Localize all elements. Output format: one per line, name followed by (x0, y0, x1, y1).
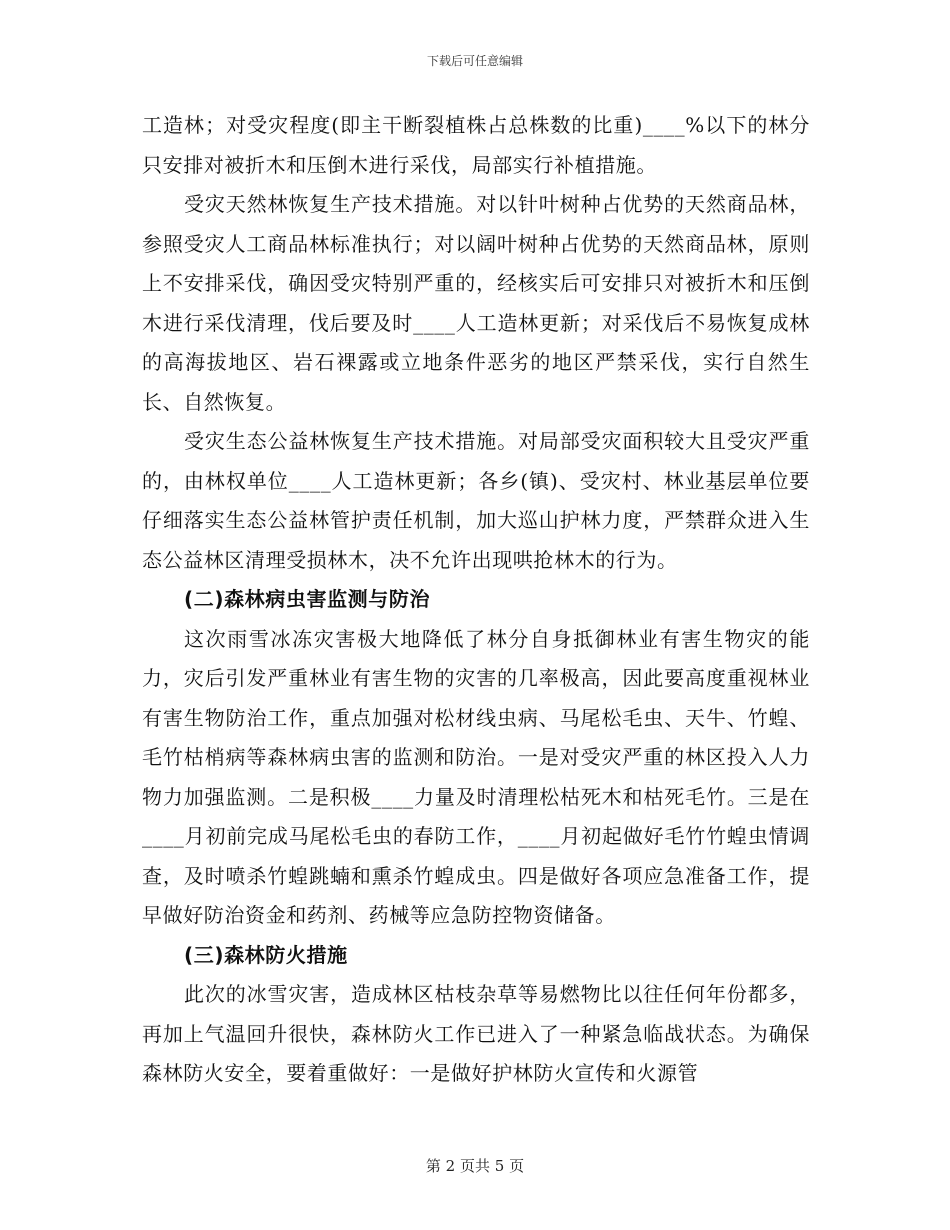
document-body (142, 106, 810, 1094)
paragraph-pest-control: 这次雨雪冰冻灾害极大地降低了林分自身抵御林业有害生物灾的能力，灾后引发严重林业有害生物的灾害的几率极高，因此要高度重视林业有害生物防治工作，重点加强对松材线虫病、马尾松毛虫、天牛、竹蝗、毛竹枯梢病等森林病虫害的监测和防治。一是对受灾严重的林区投入人力物力加强监测。二是积极____力量及时清理松枯死木和枯死毛竹。三是在____月初前完成马尾松毛虫的春防工作，____月初起做好毛竹竹蝗虫情调查，及时喷杀竹蝗跳蝻和熏杀竹蝗成虫。四是做好各项应急准备工作，提早做好防治资金和药剂、药械等应急防控物资储备。 (142, 626, 810, 927)
section-heading-pest-control: (二)森林病虫害监测与防治 (184, 587, 431, 611)
paragraph-natural-forest: 受灾天然林恢复生产技术措施。对以针叶树种占优势的天然商品林，参照受灾人工商品林标准执行；对以阔叶树种占优势的天然商品林，原则上不安排采伐，确因受灾特别严重的，经核实后可安排只对被折木和压倒木进行采伐清理，伐后要及时____人工造林更新；对采伐后不易恢复成林的高海拔地区、岩石裸露或立地条件恶劣的地区严禁采伐，实行自然生长、自然恢复。 (142, 192, 810, 414)
section-heading-fire-prevention: (三)森林防火措施 (184, 942, 348, 967)
paragraph-continuation: 工造林；对受灾程度(即主干断裂植株占总株数的比重)____%以下的林分只安排对被折木和压倒木进行采伐，局部实行补植措施。 (142, 113, 810, 177)
page-footer: 第 2 页共 5 页 (425, 1157, 525, 1175)
page-header: 下载后可任意编辑 (426, 54, 523, 68)
paragraph-fire-prevention: 此次的冰雪灾害，造成林区枯枝杂草等易燃物比以往任何年份都多，再加上气温回升很快，森林防火工作已进入了一种紧急临战状态。为确保森林防火安全，要着重做好：一是做好护林防火宣传和火源管 (142, 982, 810, 1085)
paragraph-ecological-forest: 受灾生态公益林恢复生产技术措施。对局部受灾面积较大且受灾严重的，由林权单位____人工造林更新；各乡(镇)、受灾村、林业基层单位要仔细落实生态公益林管护责任机制，加大巡山护林力度，严禁群众进入生态公益林区清理受损林木，决不允许出现哄抢林木的行为。 (142, 429, 810, 572)
